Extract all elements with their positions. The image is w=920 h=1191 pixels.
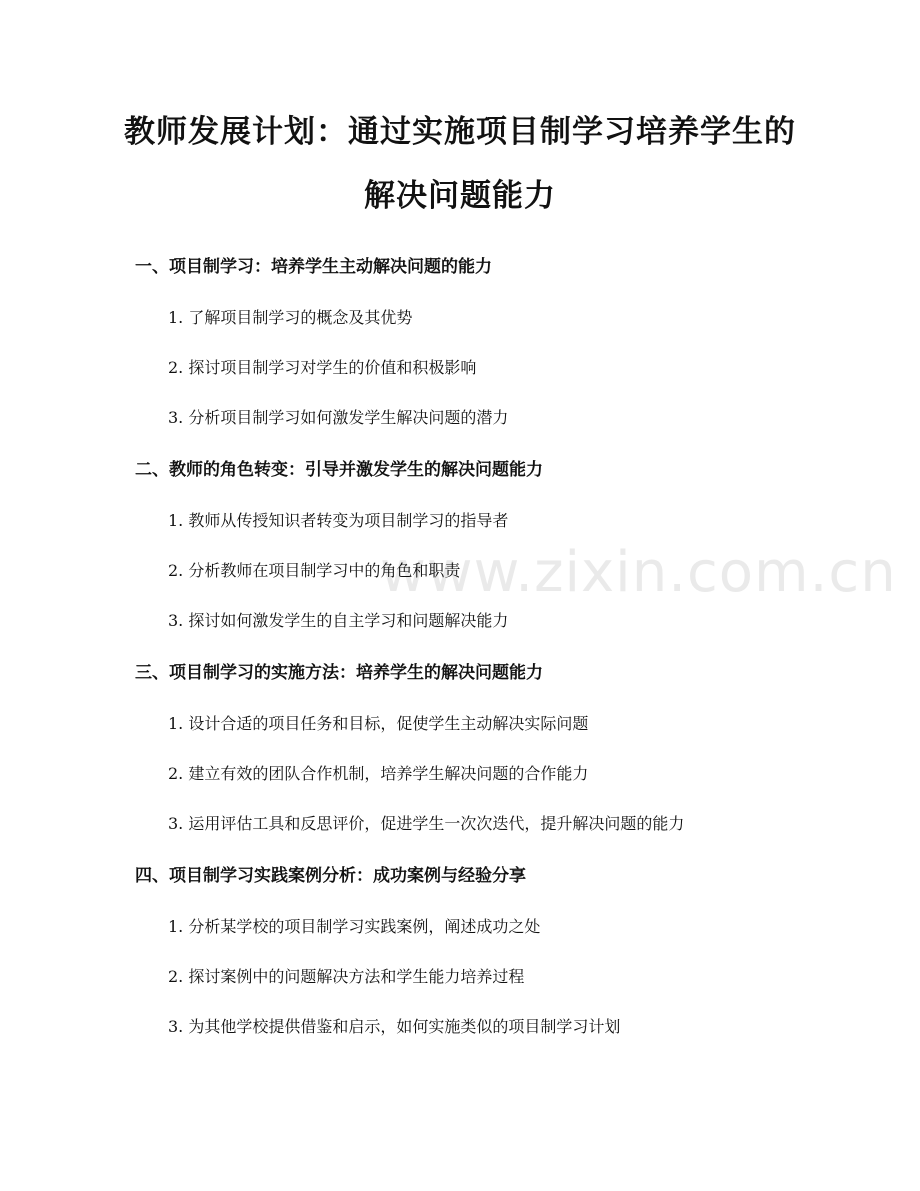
section-1-item-3: 3. 分析项目制学习如何激发学生解决问题的潜力	[168, 408, 509, 427]
section-4-item-1: 1. 分析某学校的项目制学习实践案例，阐述成功之处	[168, 917, 541, 936]
section-heading-2: 二、教师的角色转变：引导并激发学生的解决问题能力	[135, 460, 543, 480]
section-2-item-2: 2. 分析教师在项目制学习中的角色和职责	[168, 561, 461, 580]
section-3-item-2: 2. 建立有效的团队合作机制，培养学生解决问题的合作能力	[168, 764, 589, 783]
section-1-item-1: 1. 了解项目制学习的概念及其优势	[168, 308, 413, 327]
section-heading-3: 三、项目制学习的实施方法：培养学生的解决问题能力	[135, 663, 543, 683]
watermark: www.zixin.com.cn	[380, 540, 897, 605]
section-heading-4: 四、项目制学习实践案例分析：成功案例与经验分享	[135, 866, 526, 886]
section-2-item-1: 1. 教师从传授知识者转变为项目制学习的指导者	[168, 511, 509, 530]
document-title: 教师发展计划：通过实施项目制学习培养学生的解决问题能力	[124, 114, 796, 214]
section-heading-1: 一、项目制学习：培养学生主动解决问题的能力	[135, 257, 492, 277]
section-4-item-2: 2. 探讨案例中的问题解决方法和学生能力培养过程	[168, 967, 525, 986]
section-1-item-2: 2. 探讨项目制学习对学生的价值和积极影响	[168, 358, 477, 377]
section-3-item-3: 3. 运用评估工具和反思评价，促进学生一次次迭代，提升解决问题的能力	[168, 814, 685, 833]
section-3-item-1: 1. 设计合适的项目任务和目标，促使学生主动解决实际问题	[168, 714, 589, 733]
section-2-item-3: 3. 探讨如何激发学生的自主学习和问题解决能力	[168, 611, 509, 630]
section-4-item-3: 3. 为其他学校提供借鉴和启示，如何实施类似的项目制学习计划	[168, 1017, 621, 1036]
